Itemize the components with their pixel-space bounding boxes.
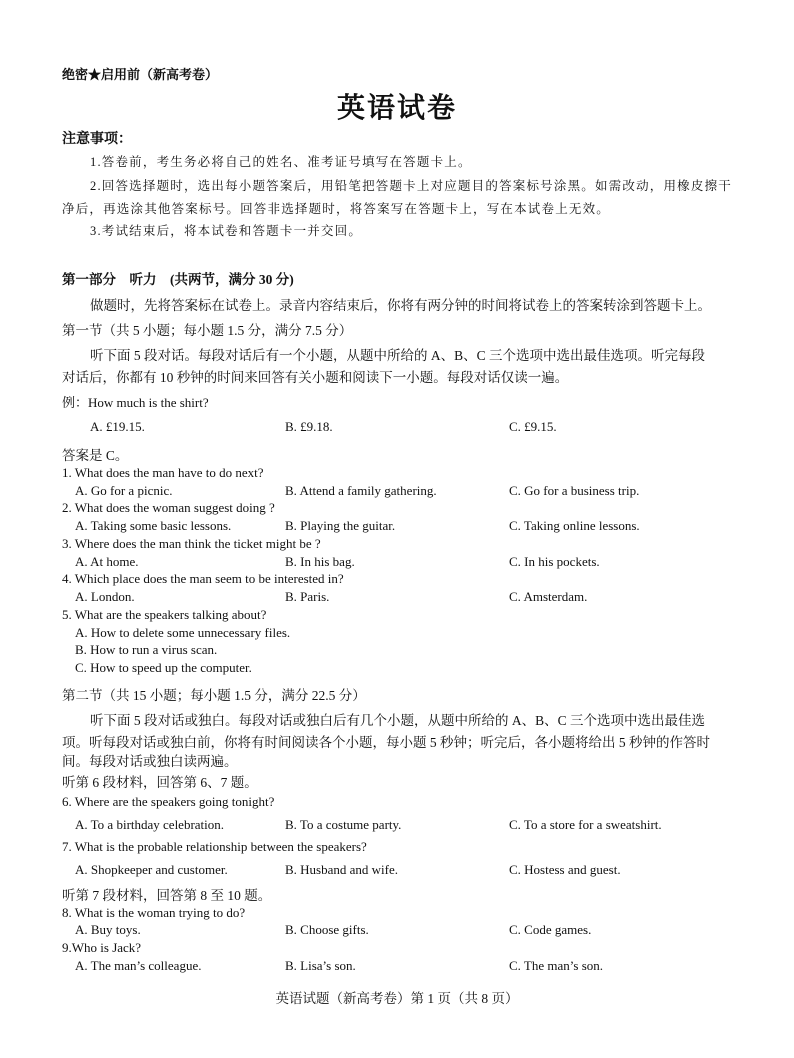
section2-instructions-cont: 项。听每段对话或独白前，你将有时间阅读各个小题，每小题 5 秒钟；听完后，各小题将给出 5 秒钟的作答时 xyxy=(62,735,710,750)
question-5: 5. What are the speakers talking about? xyxy=(62,607,267,622)
q7-option-a: A. Shopkeeper and customer. xyxy=(75,862,228,877)
question-1: 1. What does the man have to do next? xyxy=(62,465,264,480)
q8-option-a: A. Buy toys. xyxy=(75,922,141,937)
q1-option-b: B. Attend a family gathering. xyxy=(285,483,437,498)
q5-option-b: B. How to run a virus scan. xyxy=(75,642,218,657)
example-option-b: B. £9.18. xyxy=(285,419,333,434)
q3-option-b: B. In his bag. xyxy=(285,554,355,569)
notice-item-continued: 净后，再选涂其他答案标号。回答非选择题时，将答案写在答题卡上，写在本试卷上无效。 xyxy=(62,202,611,216)
q7-option-b: B. Husband and wife. xyxy=(285,862,399,877)
question-8: 8. What is the woman trying to do? xyxy=(62,905,246,920)
q6-option-b: B. To a costume party. xyxy=(285,817,402,832)
q1-option-a: A. Go for a picnic. xyxy=(75,483,173,498)
section2-instructions-cont2: 间。每段对话或独白读两遍。 xyxy=(62,754,238,769)
example-answer: 答案是 C。 xyxy=(62,448,129,463)
section1-heading: 第一节（共 5 小题；每小题 1.5 分，满分 7.5 分） xyxy=(62,323,353,338)
question-6: 6. Where are the speakers going tonight? xyxy=(62,794,275,809)
question-4: 4. Which place does the man seem to be interested in? xyxy=(62,571,344,586)
q4-option-a: A. London. xyxy=(75,589,135,604)
notice-item: 1.答卷前，考生务必将自己的姓名、准考证号填写在答题卡上。 xyxy=(90,155,472,169)
q9-option-a: A. The man’s colleague. xyxy=(75,958,202,973)
page-title: 英语试卷 xyxy=(336,93,457,124)
q2-option-c: C. Taking online lessons. xyxy=(509,518,640,533)
part1-intro: 做题时，先将答案标在试卷上。录音内容结束后，你将有两分钟的时间将试卷上的答案转涂到答题卡上。 xyxy=(90,298,711,313)
section2-instructions: 听下面 5 段对话或独白。每段对话或独白后有几个小题，从题中所给的 A、B、C 三个选项中选出最佳选 xyxy=(90,713,706,728)
question-3: 3. Where does the man think the ticket might be ? xyxy=(62,536,321,551)
section1-instructions-cont: 对话后，你都有 10 秒钟的时间来回答有关小题和阅读下一小题。每段对话仅读一遍。 xyxy=(62,370,569,385)
q3-option-c: C. In his pockets. xyxy=(509,554,600,569)
q8-option-c: C. Code games. xyxy=(509,922,592,937)
notice-item: 3.考试结束后，将本试卷和答题卡一并交回。 xyxy=(90,224,363,238)
material-7-label: 听第 7 段材料，回答第 8 至 10 题。 xyxy=(62,888,272,903)
q6-option-a: A. To a birthday celebration. xyxy=(75,817,225,832)
page-footer: 英语试题（新高考卷）第 1 页（共 8 页） xyxy=(275,991,519,1006)
q8-option-b: B. Choose gifts. xyxy=(285,922,369,937)
question-2: 2. What does the woman suggest doing ? xyxy=(62,500,275,515)
example-option-c: C. £9.15. xyxy=(509,419,557,434)
q2-option-b: B. Playing the guitar. xyxy=(285,518,396,533)
q5-option-c: C. How to speed up the computer. xyxy=(75,660,252,675)
q6-option-c: C. To a store for a sweatshirt. xyxy=(509,817,662,832)
q7-option-c: C. Hostess and guest. xyxy=(509,862,621,877)
q9-option-c: C. The man’s son. xyxy=(509,958,604,973)
section2-heading: 第二节（共 15 小题；每小题 1.5 分，满分 22.5 分） xyxy=(62,688,366,703)
notice-item: 2.回答选择题时，选出每小题答案后，用铅笔把答题卡上对应题目的答案标号涂黑。如需改动，用橡皮擦干 xyxy=(90,179,732,193)
notice-label: 注意事项： xyxy=(62,132,132,147)
q2-option-a: A. Taking some basic lessons. xyxy=(75,518,232,533)
example-question: 例：How much is the shirt? xyxy=(62,395,209,410)
section1-instructions: 听下面 5 段对话。每段对话后有一个小题，从题中所给的 A、B、C 三个选项中选出最佳选项。听完每段 xyxy=(90,348,706,363)
q3-option-a: A. At home. xyxy=(75,554,139,569)
part1-heading: 第一部分 听力 (共两节，满分 30 分) xyxy=(62,272,294,287)
question-9: 9.Who is Jack? xyxy=(62,940,142,955)
example-option-a: A. £19.15. xyxy=(90,419,145,434)
q1-option-c: C. Go for a business trip. xyxy=(509,483,640,498)
q5-option-a: A. How to delete some unnecessary files. xyxy=(75,625,291,640)
material-6-label: 听第 6 段材料，回答第 6、7 题。 xyxy=(62,775,258,790)
q4-option-b: B. Paris. xyxy=(285,589,330,604)
question-7: 7. What is the probable relationship between the speakers? xyxy=(62,839,367,854)
confidential-label: 绝密★启用前（新高考卷） xyxy=(62,67,219,82)
q4-option-c: C. Amsterdam. xyxy=(509,589,588,604)
q9-option-b: B. Lisa’s son. xyxy=(285,958,356,973)
